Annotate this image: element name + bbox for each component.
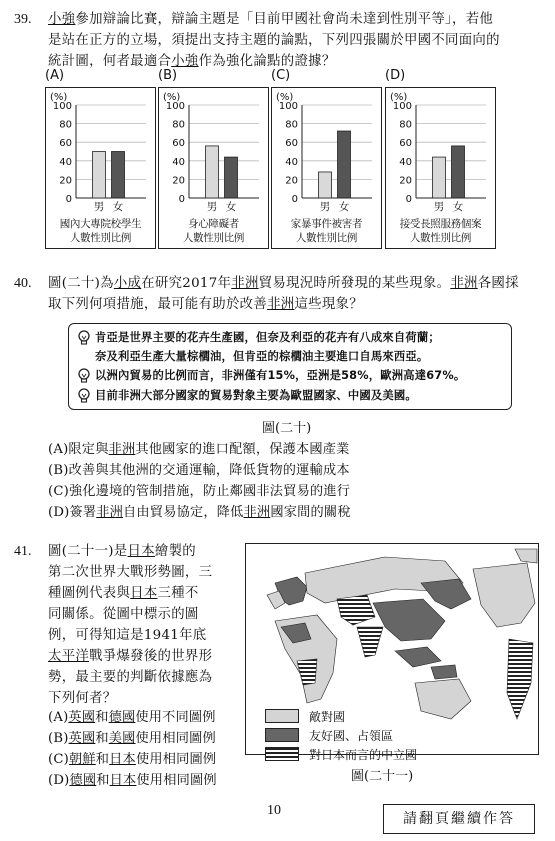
q41-line-8: 下列何者？ — [48, 691, 117, 706]
q41-line-1b: 繪製的 — [154, 544, 196, 559]
q39-stem-line3a: 統計圖，何者最適合 — [48, 54, 172, 69]
legend-label-friendly: 友好國、占領區 — [309, 729, 394, 743]
q41-option-d-tail: 使用相同圖例 — [136, 773, 217, 788]
y-tick-label: 0 — [291, 194, 298, 205]
y-tick-label: 20 — [172, 175, 185, 187]
bar-male — [206, 146, 219, 198]
q40-option-c[interactable] — [48, 481, 528, 502]
y-tick-label: 100 — [52, 101, 72, 112]
q41-line-3b: 三種不 — [157, 586, 199, 601]
q41-line-2: 第二次世界大戰形勢圖，三 — [48, 565, 213, 580]
note-line-3 — [77, 367, 465, 384]
q41-option-b-and: 和 — [95, 731, 109, 746]
q41-option-c-letter: (C) — [48, 752, 69, 767]
y-tick-label: 100 — [392, 101, 412, 112]
y-tick-label: 0 — [405, 194, 412, 205]
chart-c-svg — [272, 88, 381, 216]
q41-number: 41. — [14, 544, 32, 559]
y-axis-unit: (%) — [163, 92, 181, 103]
bar-female — [225, 157, 238, 198]
q40-number: 40. — [14, 276, 32, 291]
y-tick-label: 80 — [172, 119, 185, 131]
q40-stem — [48, 273, 548, 315]
bar-female — [112, 152, 125, 199]
chart-b-letter: (B) — [158, 68, 178, 83]
figure-20-notes — [68, 323, 512, 410]
y-axis-unit: (%) — [276, 92, 294, 103]
chart-d-letter: (D) — [385, 68, 406, 83]
q39-stem-line1: 參加辯論比賽，辯論主題是「目前甲國社會尚未達到性別平等」，若他 — [75, 12, 494, 27]
y-tick-label: 60 — [172, 138, 185, 150]
q41-line-6: 戰爭爆發後的世界形 — [89, 649, 213, 664]
q41-option-a-c1: 英國 — [68, 710, 96, 725]
y-tick-label: 80 — [59, 119, 72, 131]
q41-pacific-ref: 太平洋 — [48, 649, 90, 664]
q41-option-d-and: 和 — [96, 773, 110, 788]
chart-b-caption-2: 人數性別比例 — [182, 232, 245, 244]
wwii-world-map — [245, 543, 539, 755]
note-line-4 — [77, 387, 417, 404]
figure-21-caption: 圖(二十一) — [351, 769, 414, 784]
y-tick-label: 60 — [285, 138, 298, 150]
legend-label-enemy: 敵對國 — [309, 710, 346, 724]
q41-option-c-tail: 使用相同圖例 — [135, 752, 217, 767]
chart-d-caption-2: 人數性別比例 — [409, 232, 472, 244]
q41-option-d[interactable] — [48, 770, 238, 791]
legend-swatch-neutral — [265, 747, 299, 761]
y-tick-label: 40 — [172, 156, 185, 168]
legend-swatch-enemy — [265, 709, 299, 723]
chart-c-caption-1: 家暴事件被害者 — [290, 218, 363, 230]
y-tick-label: 0 — [178, 194, 185, 205]
q40-option-a-text-1: (A)限定與 — [48, 442, 109, 457]
q41-option-a-tail: 使用不同圖例 — [135, 710, 216, 725]
q41-option-c-and: 和 — [95, 752, 110, 767]
chart-b-svg — [159, 88, 268, 216]
y-tick-label: 20 — [59, 175, 72, 187]
q40-option-d-text-2: 自由貿易協定，降低 — [123, 505, 244, 520]
q41-option-b-c1: 英國 — [68, 731, 96, 746]
x-tick-label: 女 — [452, 201, 464, 213]
q41-line-3a: 種圖例代表與 — [48, 586, 131, 601]
q40-name-ref: 小成 — [113, 276, 142, 291]
chart-a-caption-2: 人數性別比例 — [69, 232, 132, 244]
q40-option-c-text: (C)強化邊境的管制措施，防止鄰國非法貿易的進行 — [48, 484, 351, 499]
q41-option-b-c2: 美國 — [108, 731, 136, 746]
x-tick-label: 男 — [319, 201, 331, 213]
x-tick-label: 男 — [206, 201, 218, 213]
q41-option-d-letter: (D) — [48, 773, 70, 788]
q40-option-b-text: (B)改善與其他洲的交通運輸，降低貨物的運輸成本 — [48, 463, 350, 478]
q40-text-d: 各國採 — [477, 276, 519, 291]
note-line-1 — [77, 329, 440, 346]
q40-text-e: 取下列何項措施，最可能有助於改善 — [48, 297, 268, 312]
q40-text-f: 這些現象？ — [294, 297, 363, 312]
figure-20-caption: 圖(二十) — [262, 421, 312, 436]
q40-text-a: 圖(二十)為 — [48, 276, 114, 291]
q40-options — [48, 439, 528, 523]
legend-label-neutral: 對日本而言的中立國 — [309, 748, 418, 762]
y-tick-label: 60 — [399, 138, 412, 150]
x-tick-label: 女 — [338, 201, 350, 213]
q39-stem-line2: 是站在正方的立場，須提出支持主題的論點，下列四張關於甲國不同面向的 — [48, 33, 500, 48]
q41-options — [48, 707, 238, 791]
q40-africa-ref-1: 非洲 — [231, 276, 259, 291]
x-tick-label: 女 — [225, 201, 237, 213]
y-tick-label: 80 — [399, 119, 412, 131]
chart-a — [45, 87, 156, 249]
bar-male — [93, 152, 106, 199]
q40-option-d[interactable] — [48, 502, 528, 523]
q41-option-a-letter: (A) — [48, 710, 69, 725]
y-tick-label: 40 — [285, 156, 298, 168]
q40-option-d-text-1: (D)簽署 — [48, 505, 97, 520]
q41-line-7: 勢，最主要的判斷依據應為 — [48, 670, 213, 685]
q40-option-a-text-2: 其他國家的進口配額，保護本國產業 — [135, 442, 350, 457]
chart-a-letter: (A) — [45, 68, 65, 83]
q41-option-c-c2: 日本 — [109, 752, 136, 767]
chart-c — [271, 87, 382, 249]
y-axis-unit: (%) — [50, 92, 68, 103]
y-tick-label: 60 — [59, 138, 72, 150]
q41-japan-ref-1: 日本 — [127, 544, 155, 559]
q41-option-a-c2: 德國 — [108, 710, 136, 725]
note-text-4: 目前非洲大部分國家的貿易對象主要為歐盟國家、中國及美國。 — [95, 389, 417, 402]
chart-a-caption-1: 國內大專院校學生 — [59, 218, 142, 230]
q40-option-d-africa-1: 非洲 — [96, 505, 124, 520]
chart-d-svg — [386, 88, 495, 216]
q41-option-a-and: 和 — [95, 710, 109, 725]
chart-b — [158, 87, 269, 249]
chart-d — [385, 87, 496, 249]
x-tick-label: 女 — [112, 201, 124, 213]
note-line-2: 奈及利亞生產大量棕櫚油，但肯亞的棕櫚油主要進口自馬來西亞。 — [95, 350, 429, 363]
chart-c-caption-2: 人數性別比例 — [295, 232, 358, 244]
bar-male — [433, 157, 446, 198]
chart-d-caption-1: 接受長照服務個案 — [399, 218, 482, 230]
y-tick-label: 40 — [59, 156, 72, 168]
q41-option-c-c1: 朝鮮 — [68, 752, 96, 767]
q41-option-a[interactable] — [48, 707, 238, 728]
chart-c-letter: (C) — [271, 68, 291, 83]
q41-option-d-c1: 德國 — [69, 773, 97, 788]
q40-text-c: 貿易現況時所發現的某些現象。 — [258, 276, 451, 291]
y-tick-label: 100 — [165, 101, 185, 112]
y-axis-unit: (%) — [390, 92, 408, 103]
note-text-3: 以洲內貿易的比例而言，非洲僅有15%，亞洲是58%，歐洲高達67%。 — [95, 369, 466, 382]
page-number: 10 — [267, 803, 281, 818]
q41-option-b-letter: (B) — [48, 731, 69, 746]
q40-africa-ref-3: 非洲 — [267, 297, 295, 312]
q41-line-1a: 圖(二十一)是 — [48, 544, 128, 559]
q41-option-d-c2: 日本 — [109, 773, 137, 788]
q40-option-a[interactable] — [48, 439, 528, 460]
continue-box: 請翻頁繼續作答 — [383, 804, 535, 834]
legend-swatch-friendly — [265, 728, 299, 742]
q41-option-c[interactable] — [48, 749, 238, 770]
q39-number: 39. — [14, 12, 32, 27]
y-tick-label: 0 — [65, 194, 72, 205]
q41-line-4: 同關係。從圖中標示的圖 — [48, 607, 199, 622]
y-tick-label: 100 — [278, 101, 298, 112]
q41-option-b-tail: 使用相同圖例 — [135, 731, 216, 746]
chart-b-caption-1: 身心障礙者 — [188, 218, 239, 230]
q41-option-b[interactable] — [48, 728, 238, 749]
q39-name-ref: 小強 — [48, 12, 76, 27]
lightbulb-icon — [77, 388, 91, 404]
y-tick-label: 80 — [285, 119, 298, 131]
chart-a-svg — [46, 88, 155, 216]
y-tick-label: 20 — [399, 175, 412, 187]
y-tick-label: 20 — [285, 175, 298, 187]
bar-female — [452, 146, 465, 198]
q39-name-ref-2: 小強 — [171, 54, 199, 69]
q41-japan-ref-2: 日本 — [130, 586, 158, 601]
note-text-1: 肯亞是世界主要的花卉生產國，但奈及利亞的花卉有八成來自荷蘭； — [95, 331, 440, 344]
q40-africa-ref-2: 非洲 — [450, 276, 478, 291]
q41-line-5: 例，可得知這是1941年底 — [48, 628, 207, 643]
bar-male — [319, 172, 332, 198]
q39-stem — [48, 9, 548, 72]
q40-option-a-africa: 非洲 — [108, 442, 136, 457]
x-tick-label: 男 — [433, 201, 445, 213]
q41-stem — [48, 541, 234, 709]
q39-stem-line3b: 作為強化論點的證據？ — [198, 54, 336, 69]
bar-female — [338, 131, 351, 198]
lightbulb-icon — [77, 330, 91, 346]
q40-text-b: 在研究2017年 — [141, 276, 232, 291]
y-tick-label: 40 — [399, 156, 412, 168]
q40-option-d-text-3: 國家間的關稅 — [270, 505, 351, 520]
q40-option-d-africa-2: 非洲 — [243, 505, 271, 520]
lightbulb-icon — [77, 368, 91, 384]
q40-option-b[interactable] — [48, 460, 528, 481]
x-tick-label: 男 — [93, 201, 105, 213]
